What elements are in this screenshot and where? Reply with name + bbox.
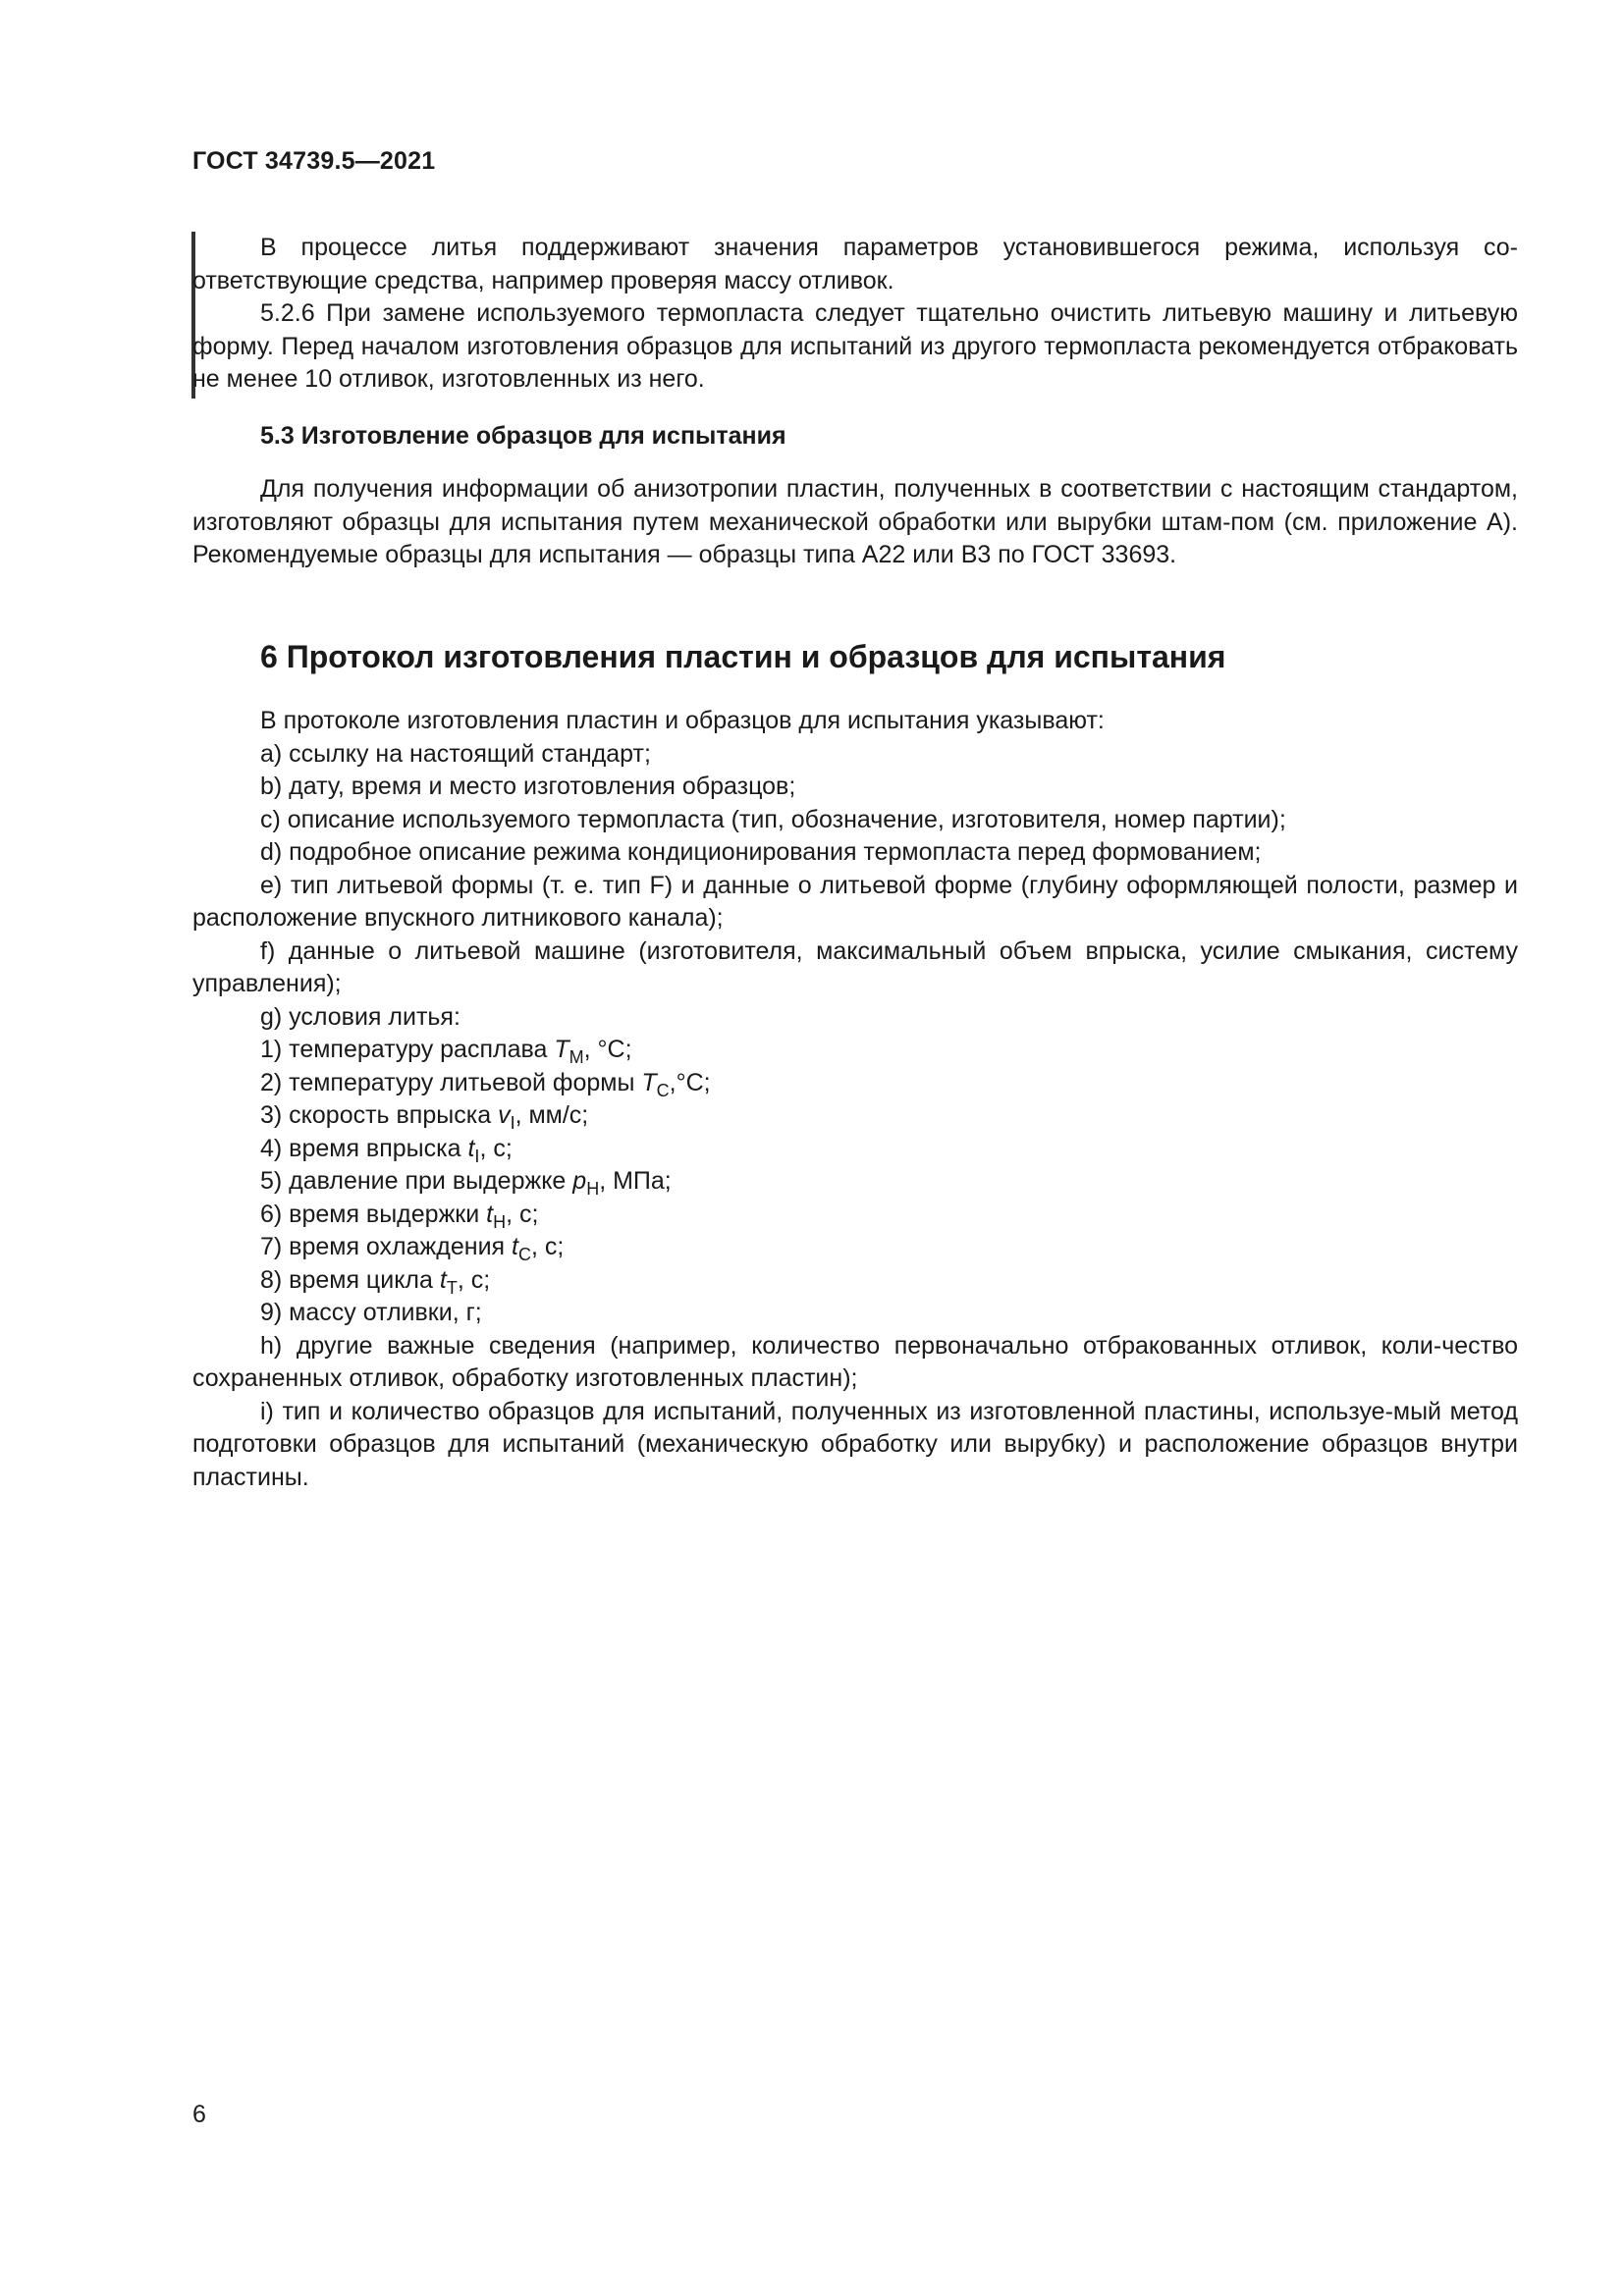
list-item: g) условия литья:: [260, 1002, 460, 1031]
condition-item: 3) скорость впрыска $v_I$, мм/с;: [260, 1101, 589, 1133]
condition-item: 6) время выдержки $t_H$, с;: [260, 1200, 539, 1232]
list-item: h) другие важные сведения (например, количество первоначально отбракованных отливок, коли-чество сохраненных отливок, обработку изготовленных пластин);: [192, 1331, 1518, 1392]
condition-item: 5) давление при выдержке $p_H$, МПа;: [260, 1167, 672, 1199]
section-5-3-heading: 5.3 Изготовление образцов для испытания: [260, 422, 786, 450]
paragraph-block-5-3: [192, 473, 1518, 572]
list-item: c) описание используемого термопласта (тип, обозначение, изготовителя, номер партии);: [260, 805, 1286, 833]
list-item: d) подробное описание режима кондиционирования термопласта перед формованием;: [260, 838, 1262, 866]
condition-item: 7) время охлаждения $t_C$, с;: [260, 1233, 565, 1264]
paragraph-5-3-text: Для получения информации об анизотропии пластин, полученных в соответствии с настоящим стандартом, изготовляют образцы для испытания путем механической обработки или вырубки штам-пом (см. приложение А). Рекомендуемые образцы для испытания — образцы типа А22 или В3 по ГОСТ 33693.: [192, 475, 1518, 568]
condition-item: 4) время впрыска $t_I$, с;: [260, 1134, 513, 1166]
condition-item: 2) температуру литьевой формы $T_C,^\circ C$;: [260, 1068, 711, 1100]
protocol-list: [192, 705, 1518, 1494]
list-item: b) дату, время и место изготовления образцов;: [260, 773, 796, 800]
paragraph-5-2-6: 5.2.6 При замене используемого термопласта следует тщательно очистить литьевую машину и литьевую форму. Перед началом изготовления образцов для испытаний из другого термопласта рекомендуется отбраковать не менее 10 отливок, изготовленных из него.: [192, 299, 1518, 393]
list-item: 9) массу отливки, г;: [260, 1299, 482, 1326]
section-6-heading: 6 Протокол изготовления пластин и образцов для испытания: [260, 639, 1226, 674]
list-item: f) данные о литьевой машине (изготовителя, максимальный объем впрыска, усилие смыкания, систему управления);: [192, 936, 1518, 997]
list-item: a) ссылку на настоящий стандарт;: [260, 739, 651, 768]
paragraph-block-5-2: [192, 232, 1518, 397]
condition-item: 8) время цикла $t_T$, с;: [260, 1265, 491, 1298]
protocol-intro: В протоколе изготовления пластин и образцов для испытания указывают:: [260, 707, 1105, 734]
page-number: 6: [192, 2101, 206, 2128]
list-item: i) тип и количество образцов для испытаний, полученных из изготовленной пластины, используе-мый метод подготовки образцов для испытаний (механическую обработку или вырубку) и расположение образцов внутри пластины.: [192, 1397, 1518, 1491]
paragraph-molding-process: В процессе литья поддерживают значения параметров установившегося режима, используя со-ответствующие средства, например проверяя массу отливок.: [192, 234, 1518, 294]
list-item: e) тип литьевой формы (т. е. тип F) и данные о литьевой форме (глубину оформляющей полости, размер и расположение впускного литникового канала);: [192, 871, 1518, 932]
document-header: ГОСТ 34739.5—2021: [192, 147, 436, 175]
condition-item: 1) температуру расплава $T_M$, °C;: [260, 1036, 632, 1067]
